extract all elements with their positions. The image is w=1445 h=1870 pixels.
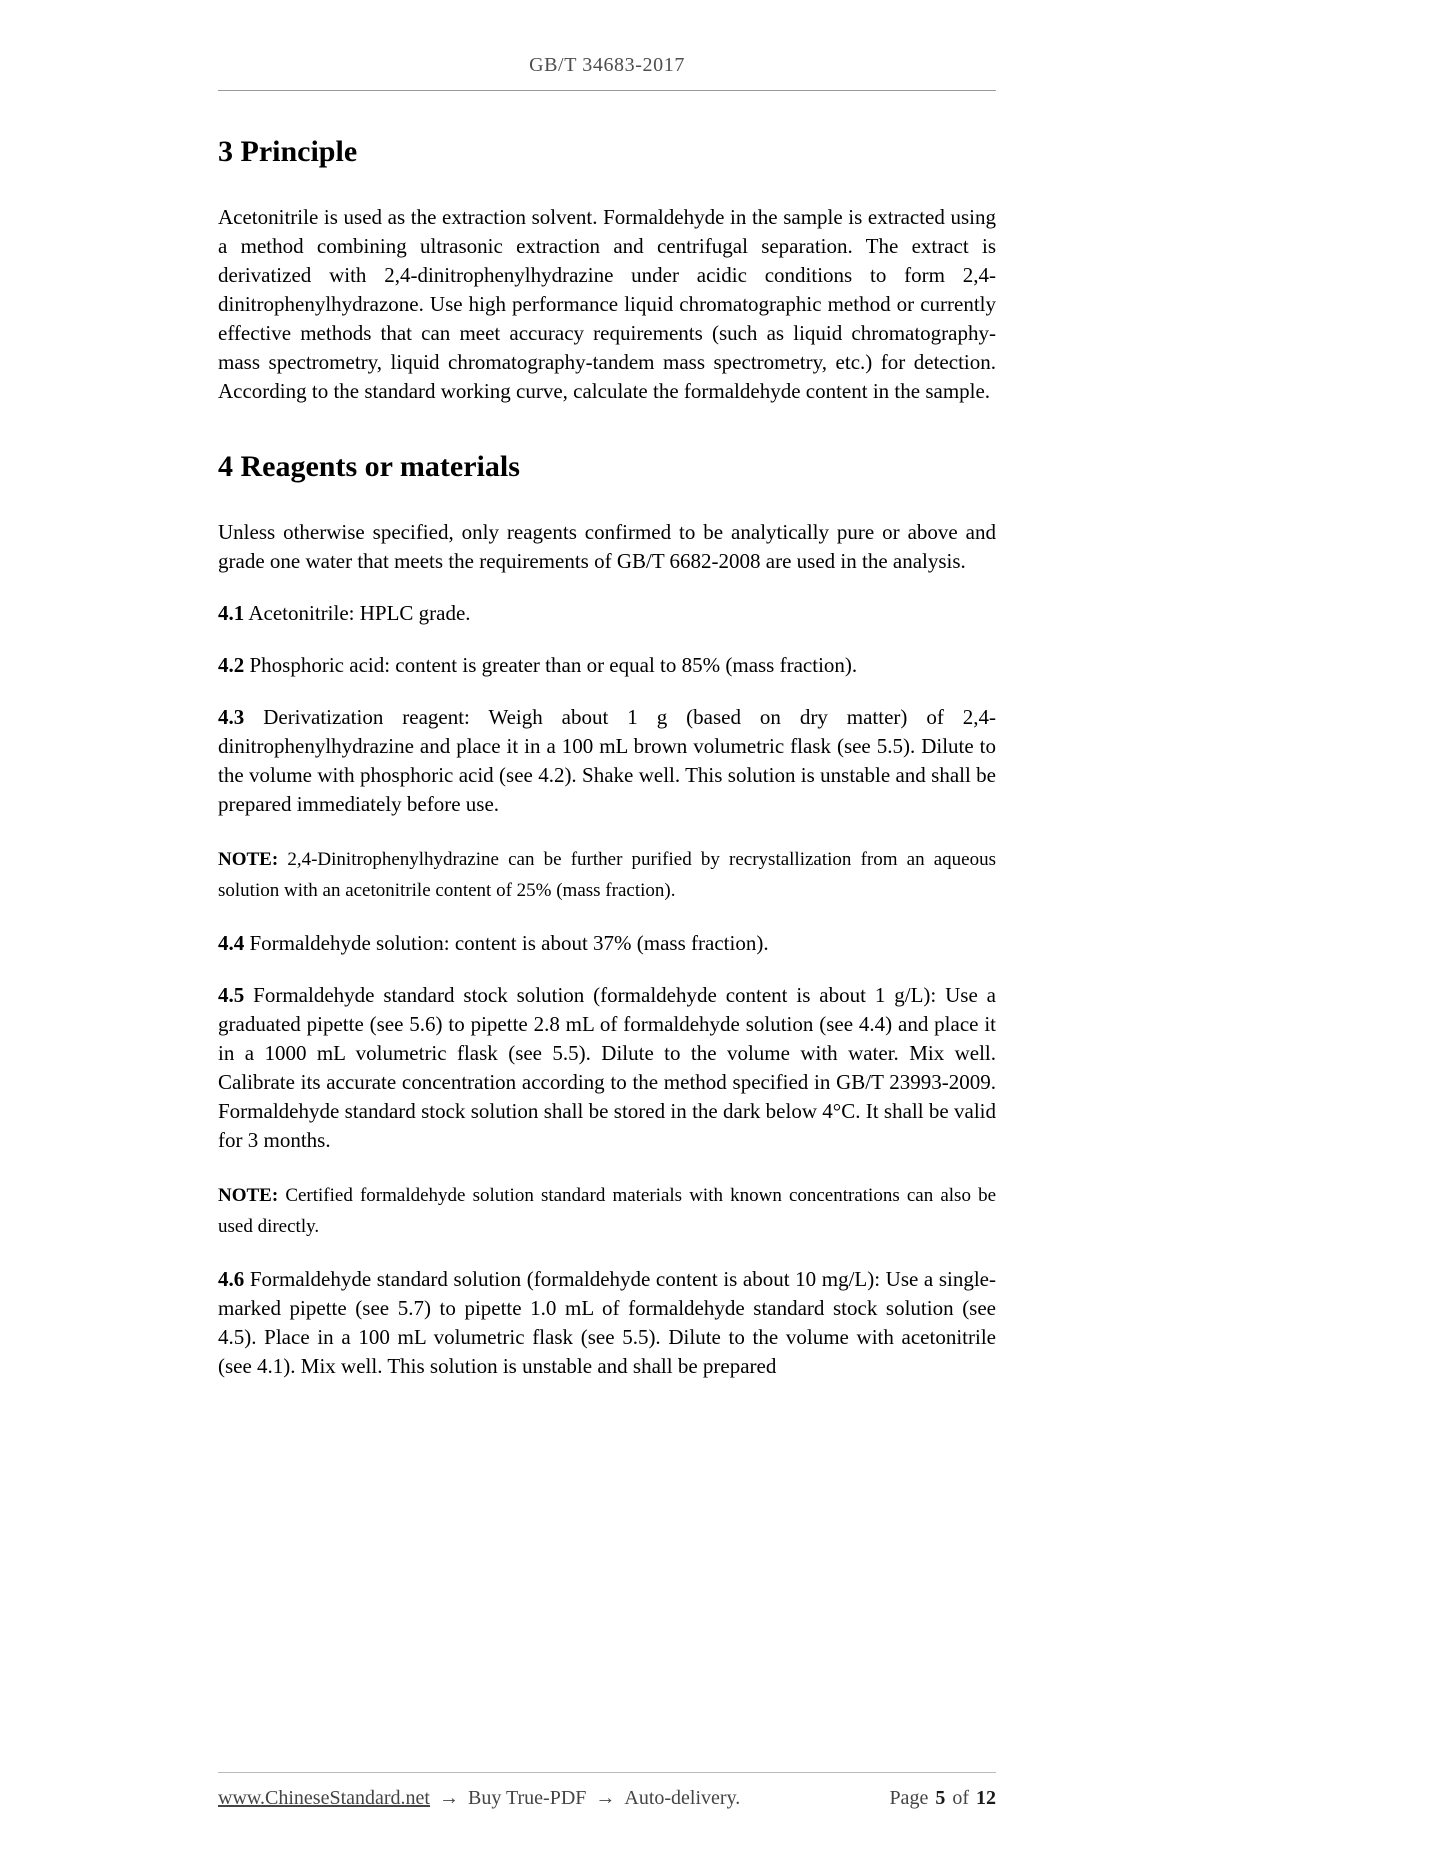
auto-delivery-label: Auto-delivery.	[624, 1787, 741, 1809]
note-1-label: NOTE:	[218, 849, 279, 870]
section-4-heading: 4 Reagents or materials	[218, 450, 520, 483]
clause-4-1	[218, 599, 996, 628]
footer-source-line	[218, 1787, 740, 1810]
section-3-heading: 3 Principle	[218, 135, 358, 168]
standard-number: GB/T 34683-2017	[529, 54, 685, 76]
header-divider	[218, 90, 996, 91]
clause-4-4-text: Formaldehyde solution: content is about 37% (mass fraction).	[249, 931, 769, 955]
clause-4-3-label: 4.3	[218, 705, 245, 729]
clause-4-2-text: Phosphoric acid: content is greater than or equal to 85% (mass fraction).	[249, 653, 858, 677]
note-1	[218, 844, 996, 906]
clause-4-6-text: Formaldehyde standard solution (formaldehyde content is about 10 mg/L): Use a single-marked pipette (see 5.7) to pipette 1.0 mL of formaldehyde standard stock solution (see 4.5). Place in a 100 mL volumetric flask (see 5.5). Dilute to the volume with acetonitrile (see 4.1). Mix well. This solution is unstable and shall be prepared	[218, 1267, 996, 1378]
section-3-paragraph: Acetonitrile is used as the extraction solvent. Formaldehyde in the sample is extracted using a method combining ultrasonic extraction and centrifugal separation. The extract is derivatized with 2,4-dinitrophenylhydrazine under acidic conditions to form 2,4-dinitrophenylhydrazone. Use high performance liquid chromatographic method or currently effective methods that can meet accuracy requirements (such as liquid chromatography-mass spectrometry, liquid chromatography-tandem mass spectrometry, etc.) for detection. According to the standard working curve, calculate the formaldehyde content in the sample.	[218, 205, 996, 403]
clause-4-1-label: 4.1	[218, 601, 245, 625]
clause-4-2	[218, 651, 996, 680]
note-2-label: NOTE:	[218, 1185, 279, 1206]
clause-4-4-label: 4.4	[218, 931, 245, 955]
page-footer	[218, 1772, 996, 1810]
clause-4-6-label: 4.6	[218, 1267, 245, 1291]
page-word: Page	[889, 1787, 929, 1809]
total-page-number: 12	[976, 1787, 996, 1809]
note-2	[218, 1180, 996, 1242]
website-link[interactable]: www.ChineseStandard.net	[218, 1787, 430, 1809]
clause-4-6	[218, 1265, 996, 1381]
clause-4-5-label: 4.5	[218, 983, 245, 1007]
clause-4-3	[218, 703, 996, 819]
note-2-text: Certified formaldehyde solution standard materials with known concentrations can also be used directly.	[218, 1185, 997, 1237]
page-indicator	[889, 1787, 996, 1810]
clause-4-5-text: Formaldehyde standard stock solution (formaldehyde content is about 1 g/L): Use a graduated pipette (see 5.6) to pipette 2.8 mL of formaldehyde solution (see 4.4) and place it in a 1000 mL volumetric flask (see 5.5). Dilute to the volume with water. Mix well. Calibrate its accurate concentration according to the method specified in GB/T 23993-2009. Formaldehyde standard stock solution shall be stored in the dark below 4°C. It shall be valid for 3 months.	[218, 983, 996, 1152]
note-1-text: 2,4-Dinitrophenylhydrazine can be further purified by recrystallization from an aqueous solution with an acetonitrile content of 25% (mass fraction).	[218, 849, 997, 901]
document-page	[218, 0, 996, 1381]
clause-4-1-text: Acetonitrile: HPLC grade.	[248, 601, 471, 625]
buy-pdf-label: Buy True-PDF	[468, 1787, 587, 1809]
current-page-number: 5	[935, 1787, 946, 1809]
clause-4-4	[218, 929, 996, 958]
of-word: of	[952, 1787, 969, 1809]
clause-4-3-text: Derivatization reagent: Weigh about 1 g (based on dry matter) of 2,4-dinitrophenylhydrazine and place it in a 100 mL brown volumetric flask (see 5.5). Dilute to the volume with phosphoric acid (see 4.2). Shake well. This solution is unstable and shall be prepared immediately before use.	[218, 705, 997, 816]
clause-4-5	[218, 981, 996, 1155]
arrow-right-icon: →	[439, 1787, 459, 1809]
document-header	[218, 0, 996, 91]
section-4-intro-paragraph: Unless otherwise specified, only reagents confirmed to be analytically pure or above and grade one water that meets the requirements of GB/T 6682-2008 are used in the analysis.	[218, 520, 996, 573]
clause-4-2-label: 4.2	[218, 653, 245, 677]
arrow-right-icon: →	[595, 1787, 616, 1809]
